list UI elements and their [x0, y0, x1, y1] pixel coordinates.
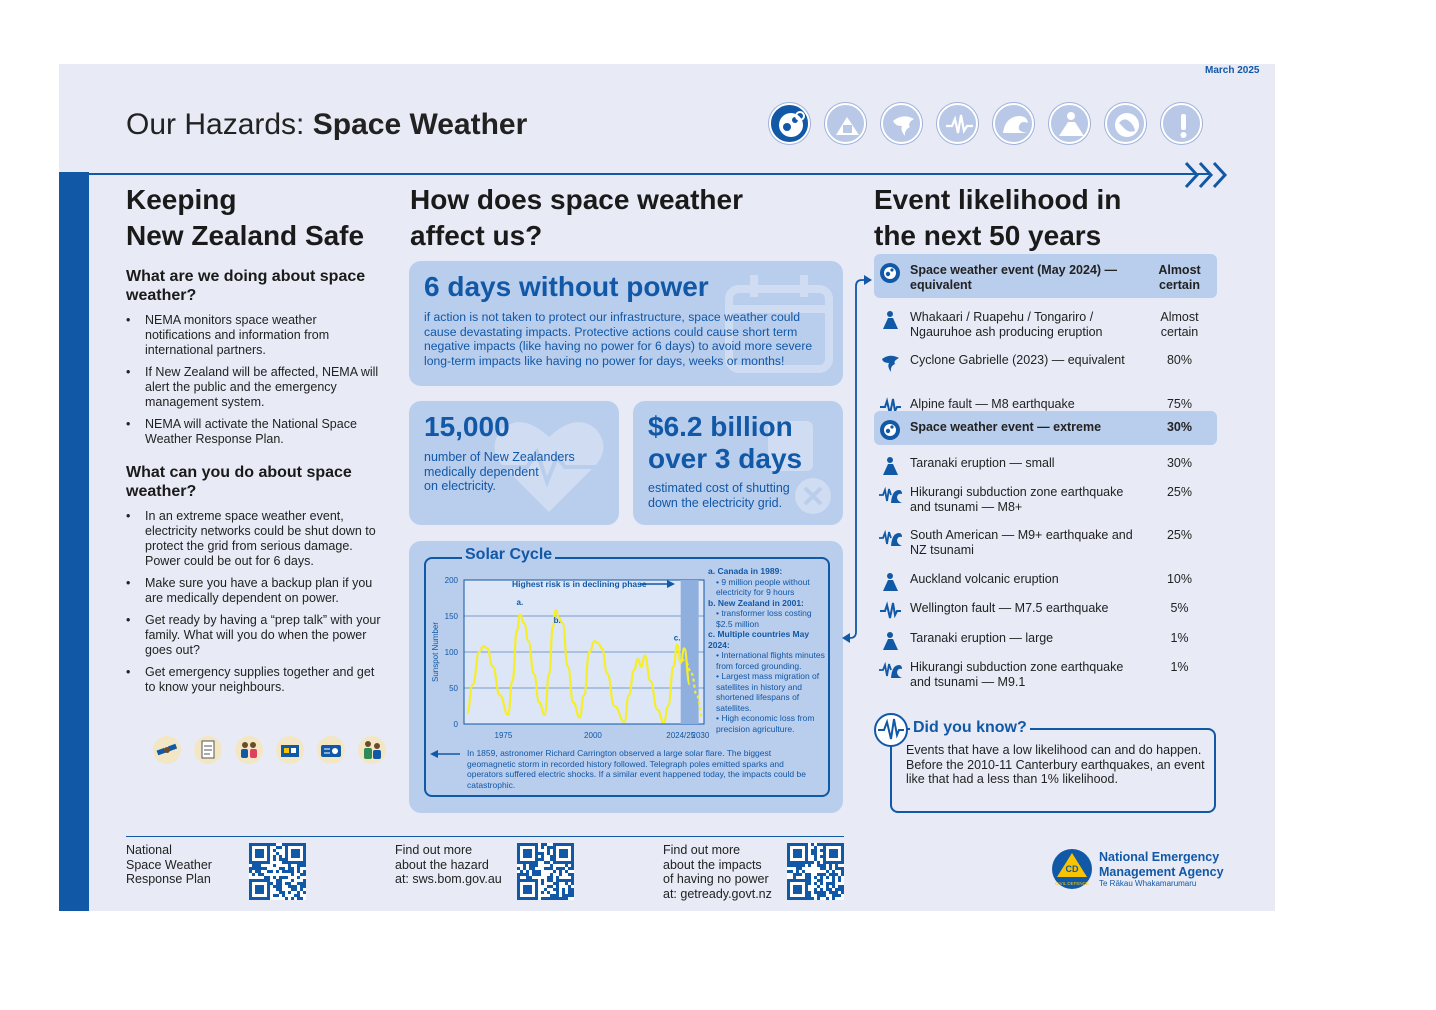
medical-desc: [424, 450, 614, 494]
solar-cycle-title: Solar Cycle: [462, 546, 555, 564]
satellite-icon: [153, 736, 181, 764]
logo-ring-text: CIVIL DEFENCE: [1055, 881, 1089, 886]
publication-date: March 2025: [1205, 65, 1260, 76]
footer-hazard-line2: about the hazard: [395, 857, 489, 872]
section-doing-title: What are we doing about space weather?: [126, 268, 366, 304]
qr-code-impacts[interactable]: [787, 843, 844, 900]
chart-y-tick-label: 0: [453, 720, 458, 729]
likelihood-row: [874, 485, 1217, 517]
note-c-item-text: Largest mass migration of satellites in history and shortened lifespans of satellites.: [716, 671, 820, 713]
agency-line1: National Emergency: [1099, 850, 1220, 864]
chart-annotation: c.: [673, 633, 681, 643]
likelihood-label: Wellington fault — M7.5 earthquake: [910, 601, 1109, 615]
middle-heading: [410, 182, 743, 254]
arrow-right-icon: [640, 579, 676, 589]
alert-icon[interactable]: [1161, 103, 1202, 144]
power-card-body: if action is not taken to protect our infrastructure, space weather could cause devastating impacts. Protective actions could cause short term negative impacts (like having no power for 6 days) to avoid more severe long-term impacts like having no power for days, weeks or months!: [424, 310, 813, 368]
footer-plan-line3: Response Plan: [126, 872, 211, 886]
radio-icon: [317, 736, 345, 764]
footer-plan-line2: Space Weather: [126, 857, 212, 872]
likelihood-label: Taranaki eruption — small: [910, 456, 1055, 470]
list-item: • Get ready by having a “prep talk” with your family. What will you do when the power goes out?: [126, 613, 384, 658]
right-heading-line1: Event likelihood in: [874, 184, 1122, 215]
connector-arrow: [842, 272, 872, 646]
note-b-item: • transformer loss costing $2.5 million: [716, 608, 812, 629]
civil-defence-logo: [1051, 848, 1093, 890]
chart-y-ticks: [445, 576, 459, 729]
likelihood-value: 10%: [1166, 572, 1193, 586]
cyclone-icon: [878, 351, 902, 375]
cost-desc-line1: estimated cost of shutting: [648, 481, 790, 495]
solar-cycle-chart: [428, 570, 710, 746]
cost-card: [633, 401, 843, 525]
footer-impacts-text: [663, 843, 772, 901]
likelihood-value: 30%: [1166, 420, 1193, 434]
title-prefix: Our Hazards:: [126, 108, 313, 141]
likelihood-label: Hikurangi subduction zone earthquake and tsunami — M8+: [910, 485, 1124, 514]
footer-hazard-link[interactable]: at: sws.bom.gov.au: [395, 872, 502, 886]
note-b-item-text: transformer loss costing $2.5 million: [716, 608, 812, 629]
medical-desc-line2: medically dependent: [424, 464, 539, 479]
right-heading: [874, 182, 1121, 254]
note-a-title: a. Canada in 1989:: [708, 566, 783, 576]
power-card: [409, 261, 843, 386]
footer-rule: [126, 836, 844, 837]
cost-headline-line1: $6.2 billion: [648, 411, 793, 442]
carrington-note: In 1859, astronomer Richard Carrington observed a large solar flare. The biggest geomagnetic storm in recorded history followed. Telegraph poles emitted sparks and operators suffered electric shocks. If a similar event happened today, the impacts could be catastrophic.: [467, 748, 806, 790]
likelihood-label: Cyclone Gabrielle (2023) — equivalent: [910, 353, 1125, 367]
chart-x-tick-label: 2024/25: [666, 731, 696, 740]
family-icon: [235, 736, 263, 764]
agency-maori-name: Te Rākau Whakamarumaru: [1099, 879, 1197, 888]
note-c-item: • High economic loss from precision agriculture.: [716, 713, 815, 734]
solar-notes: [708, 566, 828, 734]
section-can-do-title: What can you do about space weather?: [126, 464, 352, 500]
footer-hazard-line1: Find out more: [395, 843, 473, 857]
likelihood-label: Space weather event (May 2024) — equivalent: [910, 263, 1118, 292]
space-weather-icon: [878, 261, 902, 285]
did-you-know-title: Did you know?: [910, 719, 1030, 737]
left-heading: [126, 182, 364, 254]
footer-impacts-line2: about the impacts: [663, 857, 762, 872]
quake-tsunami-icon: [878, 526, 902, 550]
chart-y-axis-label: Sunspot Number: [431, 621, 440, 683]
chart-y-tick-label: 200: [444, 576, 458, 585]
likelihood-label: South American — M9+ earthquake and NZ tsunami: [910, 528, 1133, 557]
medical-card: [409, 401, 619, 525]
earthquake-icon: [878, 599, 902, 623]
chart-x-tick-label: 1975: [494, 731, 513, 740]
note-c-item: • International flights minutes from forced grounding.: [716, 650, 825, 671]
note-c-item-text: High economic loss from precision agriculture.: [716, 713, 815, 734]
doing-list: [126, 313, 381, 454]
qr-code-plan[interactable]: [249, 843, 306, 900]
likelihood-value: 1%: [1170, 631, 1189, 645]
middle-heading-line1: How does space weather: [410, 184, 744, 215]
checklist-icon: [194, 736, 222, 764]
likelihood-value: 30%: [1166, 456, 1193, 470]
note-a-item-text: 9 million people without electricity for 9 hours: [716, 576, 810, 597]
likelihood-row: [874, 456, 1217, 488]
chart-x-tick-label: 2000: [584, 731, 602, 740]
likelihood-row: [874, 353, 1217, 385]
cyclone-icon[interactable]: [881, 103, 922, 144]
left-heading-line2: New Zealand Safe: [126, 220, 365, 251]
left-heading-line1: Keeping: [126, 184, 237, 215]
middle-heading-line2: affect us?: [410, 220, 543, 251]
space-weather-icon: [878, 418, 902, 442]
chart-y-tick-label: 50: [449, 684, 458, 693]
note-a-item: • 9 million people without electricity for 9 hours: [716, 576, 810, 597]
likelihood-row: [874, 601, 1217, 633]
title-main: Space Weather: [312, 108, 528, 141]
side-accent-bar: [59, 172, 89, 911]
volcano-icon: [878, 570, 902, 594]
list-item: • If New Zealand will be affected, NEMA will alert the public and the emergency management system.: [126, 365, 381, 410]
footer-plan-line1: National: [126, 843, 172, 857]
footer-impacts-line1: Find out more: [663, 843, 741, 857]
list-item: • In an extreme space weather event, electricity networks could be shut down to protect the grid from serious damage. Power could be out for 6 days.: [126, 509, 384, 569]
likelihood-row: [874, 572, 1217, 604]
space-weather-icon[interactable]: [769, 103, 810, 144]
landslide-icon[interactable]: [825, 103, 866, 144]
did-you-know-body: Events that have a low likelihood can and do happen. Before the 2010-11 Canterbury earthquakes, an event like that had a less than 1% likelihood.: [906, 743, 1205, 786]
likelihood-value: 1%: [1170, 660, 1189, 674]
chart-annotation: a.: [516, 598, 524, 608]
likelihood-label: Whakaari / Ruapehu / Tongariro / Ngauruhoe ash producing eruption: [910, 310, 1103, 339]
medical-desc-line3: on electricity.: [424, 479, 497, 493]
volcano-icon: [878, 629, 902, 653]
note-c-item-text: International flights minutes from forced grounding.: [716, 650, 825, 671]
cost-headline-line2: over 3 days: [648, 443, 803, 474]
chart-grid: [464, 580, 704, 724]
chart-y-tick-label: 150: [444, 612, 458, 621]
quake-tsunami-icon: [878, 483, 902, 507]
note-c-item: • Largest mass migration of satellites in history and shortened lifespans of satellites.: [716, 671, 820, 713]
list-item: • Get emergency supplies together and get to know your neighbours.: [126, 665, 384, 695]
chart-x-tick-label: 2030: [691, 731, 710, 740]
footer-impacts-line3: of having no power: [663, 872, 769, 886]
chart-annotation: b.: [553, 616, 561, 626]
likelihood-row: [874, 310, 1217, 342]
likelihood-row: [874, 660, 1217, 692]
arrow-left-icon: [430, 749, 462, 759]
likelihood-row: [874, 411, 1217, 445]
likelihood-value: 80%: [1166, 353, 1193, 367]
likelihood-value: Almost certain: [1158, 263, 1201, 292]
cost-desc-line2: down the electricity grid.: [648, 495, 783, 510]
medical-desc-line1: number of New Zealanders: [424, 450, 575, 464]
footer-impacts-link[interactable]: at: getready.govt.nz: [663, 886, 772, 901]
earthquake-icon[interactable]: [937, 103, 978, 144]
likelihood-label: Auckland volcanic eruption: [910, 572, 1059, 586]
footer-plan-text: [126, 843, 212, 887]
page-title: [126, 108, 527, 142]
likelihood-value: 25%: [1166, 528, 1193, 542]
power-card-title: 6 days without power: [424, 271, 709, 302]
medical-number: 15,000: [424, 411, 510, 442]
likelihood-value: 25%: [1166, 485, 1193, 499]
likelihood-value: 5%: [1170, 601, 1189, 615]
likelihood-row: [874, 631, 1217, 663]
tsunami-icon[interactable]: [993, 103, 1034, 144]
likelihood-label: Hikurangi subduction zone earthquake and tsunami — M9.1: [910, 660, 1124, 689]
logo-cd-text: CD: [1065, 864, 1079, 874]
list-item: • Make sure you have a backup plan if you are medically dependent on power.: [126, 576, 384, 606]
chart-x-ticks: [495, 731, 710, 740]
chevron-right-icon: [1183, 160, 1233, 190]
likelihood-value: 75%: [1166, 397, 1193, 411]
pandemic-icon[interactable]: [1105, 103, 1146, 144]
volcano-icon: [878, 454, 902, 478]
volcano-icon: [878, 308, 902, 332]
list-item: • NEMA will activate the National Space Weather Response Plan.: [126, 417, 381, 447]
volcano-icon[interactable]: [1049, 103, 1090, 144]
header-rule: [89, 173, 1209, 175]
likelihood-value: Almost certain: [1160, 310, 1199, 339]
likelihood-row: [874, 254, 1217, 298]
footer-hazard-text: [395, 843, 502, 887]
likelihood-row: [874, 528, 1217, 560]
risk-label: Highest risk is in declining phase: [512, 579, 647, 589]
likelihood-label: Taranaki eruption — large: [910, 631, 1054, 645]
cost-headline: [648, 411, 802, 475]
list-item: • NEMA monitors space weather notifications and information from international partners.: [126, 313, 381, 358]
quake-tsunami-icon: [878, 658, 902, 682]
right-heading-line2: the next 50 years: [874, 220, 1102, 251]
agency-name: [1099, 850, 1224, 889]
chart-y-tick-label: 100: [444, 648, 458, 657]
supplies-icon: [276, 736, 304, 764]
likelihood-label: Alpine fault — M8 earthquake: [910, 397, 1075, 411]
note-b-title: b. New Zealand in 2001:: [708, 597, 804, 608]
note-c-title: c. Multiple countries May 2024:: [708, 629, 810, 650]
seismic-icon: [873, 712, 909, 748]
likelihood-label: Space weather event — extreme: [910, 420, 1102, 434]
cost-desc: [648, 481, 838, 510]
agency-line2: Management Agency: [1099, 864, 1224, 879]
qr-code-hazard[interactable]: [517, 843, 574, 900]
neighbours-icon: [358, 736, 386, 764]
can-do-list: [126, 509, 384, 702]
